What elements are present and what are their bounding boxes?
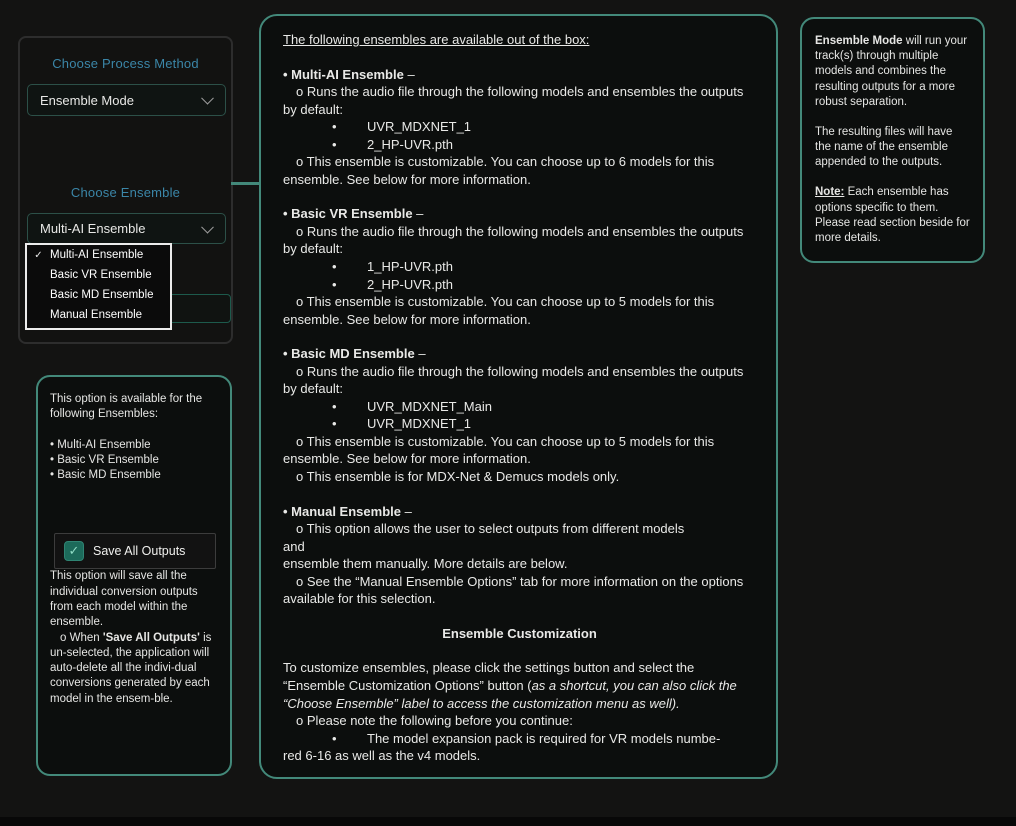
bullet-icon: • — [332, 136, 337, 152]
bullet-icon: • — [332, 119, 337, 135]
note-label: Note: — [815, 186, 845, 199]
basic-vr-section: • Basic VR Ensemble – o Runs the audio file through the following models and ensembles the outputs by default: • 1_HP-UVR.pth • 2_HP-UVR.pth o This ensemble is customizable. You can choose up to 5 models for this ensemble. See below for more information. — [283, 205, 756, 328]
dropdown-option-basic-md[interactable]: Basic MD Ensemble — [50, 289, 154, 301]
bullet-icon: • — [332, 398, 337, 414]
model-item: • 1_HP-UVR.pth — [332, 259, 453, 275]
ensemble-value: Multi-AI Ensemble — [40, 221, 146, 236]
doc-heading: The following ensembles are available out of the box: — [283, 32, 590, 47]
model-item: • 2_HP-UVR.pth — [332, 276, 453, 292]
dropdown-option-basic-vr[interactable]: Basic VR Ensemble — [50, 269, 152, 281]
save-all-outputs-checkbox[interactable] — [54, 533, 216, 569]
chevron-down-icon — [201, 220, 214, 233]
ensemble-bullet: • Basic VR Ensemble — [50, 453, 159, 466]
section-title: • Manual Ensemble — [283, 503, 401, 519]
model-item: • UVR_MDXNET_1 — [332, 416, 472, 432]
basic-md-section: • Basic MD Ensemble – o Runs the audio file through the following models and ensembles the outputs by default: • UVR_MDXNET_Main • UVR_MDXNET_1 o This ensemble is customizable. You can choose up to 5 models for this ensemble. See below for more information. o This ensemble is for MDX-Net & Demucs models only. — [283, 345, 756, 485]
check-icon: ✓ — [34, 249, 43, 261]
bullet-icon: • — [332, 259, 337, 275]
model-item: • UVR_MDXNET_1 — [332, 119, 472, 135]
checkbox-check-icon: ✓ — [64, 541, 84, 561]
process-method-value: Ensemble Mode — [40, 92, 134, 108]
ensemble-bullet: • Basic MD Ensemble — [50, 469, 161, 482]
choose-ensemble-label[interactable]: Choose Ensemble — [70, 185, 181, 200]
bullet-icon: • — [332, 276, 337, 292]
customization-section: Ensemble Customization To customize ensembles, please click the settings button and select the “Ensemble Customization Options” button (as a shortcut, you can also click the “Choose Ensemble” label to access the customization menu as well). o Please note the following before you continue: • The model expansion pack is required for VR models numbe- red 6-16 as well as the v4 models. — [283, 625, 756, 765]
section-title: • Basic MD Ensemble — [283, 346, 415, 362]
section-title: • Multi-AI Ensemble — [283, 66, 404, 82]
ensemble-mode-info-panel: Ensemble Mode will run your track(s) through multiple models and combines the resulting outputs for a more robust separation. The resulting files will have the name of the ensemble appended to the outputs. Note: Each ensemble has options specific to them. Please read section beside for more details. — [800, 17, 985, 263]
window-bottom-edge — [0, 817, 1016, 826]
checkbox-label: Save All Outputs — [93, 544, 186, 559]
section-title: • Basic VR Ensemble — [283, 206, 413, 222]
dropdown-option-manual[interactable]: Manual Ensemble — [50, 309, 143, 321]
panel-connector-line — [231, 182, 261, 185]
ensemble-combobox[interactable] — [27, 213, 226, 244]
process-method-combobox[interactable] — [27, 84, 226, 116]
choose-process-method-label: Choose Process Method — [52, 56, 199, 71]
customization-heading: Ensemble Customization — [442, 625, 597, 641]
multi-ai-section: • Multi-AI Ensemble – o Runs the audio file through the following models and ensembles the outputs by default: • UVR_MDXNET_1 • 2_HP-UVR.pth o This ensemble is customizable. You can choose up to 6 models for this ensemble. See below for more information. — [283, 66, 756, 189]
expansion-pack-note: • The model expansion pack is required for VR models numbe- — [332, 730, 721, 746]
bullet-icon: • — [332, 416, 337, 432]
ensemble-dropdown-menu — [25, 243, 172, 330]
model-item: • 2_HP-UVR.pth — [332, 136, 453, 152]
ensemble-bullet: • Multi-AI Ensemble — [50, 438, 151, 451]
ensembles-doc-panel — [259, 14, 778, 779]
save-outputs-info-panel: This option is available for the following Ensembles: • Multi-AI Ensemble • Basic VR Ensemble • Basic MD Ensemble ✓ Save All Outputs This option will save all the individual conversion outputs from each model within the ensemble. o When 'Save All Outputs' is un-selected, the application will auto-delete all the indivi-dual conversions generated by each model in the ensem-ble. — [36, 375, 232, 776]
model-item: • UVR_MDXNET_Main — [332, 398, 492, 414]
dropdown-option-multi-ai[interactable]: ✓ Multi-AI Ensemble — [27, 245, 170, 265]
chevron-down-icon — [201, 92, 214, 105]
bullet-icon: • — [332, 730, 337, 746]
manual-section: • Manual Ensemble – o This option allows the user to select outputs from different models and ensemble them manually. More details are below. o See the “Manual Ensemble Options” tab for more information on the options available for this selection. — [283, 503, 744, 607]
